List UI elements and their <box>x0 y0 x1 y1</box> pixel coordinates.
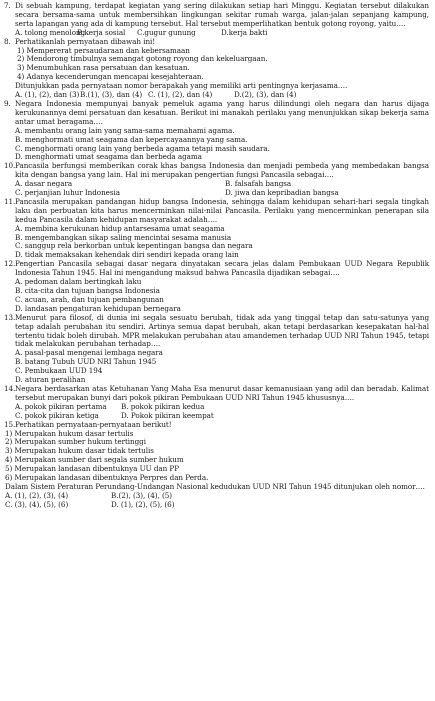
question-number: 9. <box>4 98 11 108</box>
statement-3: 3) Menumbuhkan rasa persatuan dan kesatuan. <box>17 63 190 73</box>
option-c[interactable]: C. (3), (4), (5), (6) <box>5 499 69 509</box>
option-a[interactable]: A. membantu orang lain yang sama-sama memahami agama. <box>15 125 235 135</box>
option-d[interactable]: D. aturan peralihan <box>15 375 86 385</box>
option-b[interactable]: B.(1), (3), dan (4) <box>80 90 143 100</box>
question-12 <box>4 260 429 313</box>
question-text: Perhatikan pernyataan-pernyataan berikut! <box>15 419 172 429</box>
question-number: 12. <box>4 259 16 269</box>
question-text-2: Ditunjukkan pada pernyataan nomor berapakah yang memiliki arti pentingnya kerjasama…. <box>15 81 348 91</box>
option-c[interactable]: C. perjanjian luhur Indonesia <box>15 188 120 198</box>
statement-4: 4) Adanya kecenderungan mencapai kesejahteraan. <box>17 72 204 82</box>
statement-2: 2) Merupakan sumber hukum tertinggi <box>5 437 146 447</box>
statement-1: 1) Merupakan hukum dasar tertulis <box>5 428 134 438</box>
question-10 <box>4 162 429 198</box>
question-text: Pancasila berfungsi memberikan corak khas bangsa Indonesia dan menjadi pembeda yang membedakan bangsa kita dengan bangsa yang lain. Hal ini merupakan pengertian fungsi Pancasila sebagai…. <box>15 161 429 180</box>
question-number: 14. <box>4 383 16 393</box>
option-d[interactable]: D. jiwa dan kepribadian bangsa <box>225 188 339 198</box>
answer-options <box>15 403 429 421</box>
statement-2: 2) Mendorong timbulnya semangat gotong royong dan kekeluargaan. <box>17 54 268 64</box>
option-b[interactable]: B. falsafah bangsa <box>225 179 292 189</box>
answer-options <box>5 492 429 510</box>
question-8 <box>4 38 429 100</box>
statement-6: 6) Merupakan landasan dibentuknya Perpres dan Perda. <box>5 473 209 483</box>
option-d[interactable]: D.kerja bakti <box>221 27 268 37</box>
question-14 <box>4 385 429 421</box>
question-text: Negara Indonesia mempunyai banyak pemeluk agama yang harus dilindungi oleh negara dan harus dijaga kerukunannya demi persatuan dan kesatuan. Berikut ini manakah perilaku yang menunjukkan sikap bekerja sama antar umat beragama…. <box>15 98 429 126</box>
question-13 <box>4 314 429 385</box>
question-text: Negara berdasarkan atas Ketuhanan Yang Maha Esa menurut dasar kemanusiaan yang adil dan beradab. Kalimat tersebut merupakan bunyi dari pokok pikiran Pembukaan UUD NRI Tahun 1945 khususnya…. <box>15 383 429 402</box>
statement-1: 1) Mempererat persaudaraan dan kebersamaan <box>17 45 190 55</box>
question-15 <box>4 421 429 430</box>
option-c[interactable]: C. sanggup rela berkorban untuk kepentingan bangsa dan negara <box>15 241 253 251</box>
option-a[interactable]: A. (1), (2), (3), (4) <box>5 490 69 500</box>
question-number: 11. <box>4 196 16 206</box>
option-d[interactable]: D. Pokok pikiran keempat <box>121 410 214 420</box>
option-a[interactable]: A. pasal-pasal mengenai lembaga negara <box>15 348 163 358</box>
option-d[interactable]: D. (1), (2), (5), (6) <box>111 499 175 509</box>
option-a[interactable]: A. membina kerukunan hidup antarsesama umat seagama <box>15 223 225 233</box>
option-b[interactable]: B. cita-cita dan tujuan bangsa Indonesia <box>15 286 160 295</box>
question-11 <box>4 198 429 260</box>
option-a[interactable]: A. pokok pikiran pertama <box>15 401 107 411</box>
option-c[interactable]: C. menghormati orang lain yang berbeda agama tetapi masih saudara. <box>15 143 270 153</box>
question-text-2: Dalam Sistem Peraturan Perundang-Undangan Nasional kedudukan UUD NRI Tahun 1945 ditunjukan oleh nomor…. <box>5 481 425 491</box>
question-number: 7. <box>4 1 11 10</box>
option-c[interactable]: C. acuan, arah, dan tujuan pembangunan <box>15 294 164 304</box>
option-a[interactable]: A. pedoman dalam bertingkah laku <box>15 277 142 287</box>
option-b[interactable]: B.(2), (3), (4), (5) <box>111 490 172 500</box>
option-b[interactable]: B. pokok pikiran kedua <box>121 401 205 411</box>
option-a[interactable]: A. dasar negara <box>15 179 73 189</box>
option-a[interactable]: A. (1), (2), dan (3) <box>15 90 80 100</box>
option-b[interactable]: B. mengembangkan sikap saling mencintai sesama manusia <box>15 232 232 242</box>
question-text: Di sebuah kampung, terdapat kegiatan yang sering dilakukan setiap hari Minggu. Kegiatan tersebut dilakukan secara bersama-sama untuk membersihkan lingkungan sekitar rumah warga, jalan-jalan sepanjang kampung, serta lapangan yang ada di kampung tersebut. Hal tersebut memperlihatkan bentuk gotong royong, yaitu…. <box>15 1 429 28</box>
question-7 <box>4 2 429 38</box>
worksheet-page <box>4 2 429 510</box>
option-a[interactable]: A. tolong menolong <box>15 27 86 37</box>
statement-5: 5) Merupakan landasan dibentuknya UU dan PP <box>5 464 180 474</box>
option-d[interactable]: D. landasan pengaturan kehidupan bernegara <box>15 303 181 313</box>
question-9 <box>4 100 429 162</box>
option-b[interactable]: B.kerja sosial <box>77 27 126 37</box>
question-number: 8. <box>4 36 11 46</box>
option-d[interactable]: D. tidak memaksakan kehendak diri sendiri kepada orang lain <box>15 250 239 260</box>
option-b[interactable]: B. batang Tubuh UUD NRI Tahun 1945 <box>15 357 157 367</box>
option-b[interactable]: B. menghormati umat seagama dan kepercayaannya yang sama. <box>15 134 248 144</box>
option-c[interactable]: C. (1), (2), dan (4) <box>148 90 213 100</box>
option-d[interactable]: D. menghormati umat seagama dan berbeda agama <box>15 152 202 162</box>
question-number: 10. <box>4 161 16 171</box>
question-text: Pengertian Pancasila sebagai dasar negara dinyatakan secara jelas dalam Pembukaan UUD Negara Republik Indonesia Tahun 1945. Hal ini mengandung maksud bahwa Pancasila dijadikan sebagai…. <box>15 259 429 278</box>
answer-options <box>15 180 429 198</box>
question-text: Pancasila merupakan pandangan hidup bangsa Indonesia, sehingga dalam kehidupan sehari-hari segala tingkah laku dan perbuatan kita harus mencerminkan nilai-nilai Pancasila. Perilaku yang mencerminkan penerapan sila kedua Pancasila dalam kehidupan masyarakat adalah…. <box>15 196 429 224</box>
statement-4: 4) Merupakan sumber dari segala sumber hukum <box>5 455 184 465</box>
option-c[interactable]: C. pokok pikiran ketiga <box>15 410 99 420</box>
question-text: Menurut para filosof, di dunia ini segala sesuatu berubah, tidak ada yang tinggal tetap dan satu-satunya yang tetap adalah perubahan itu sendiri. Artinya semua dapat berubah, akan tetapi berdasarkan kesepakatan hal-hal tertentu tidak boleh dirubah. MPR melakukan perubahan atau amandemen terhadap UUD NRI Tahun 1945, tetapi tidak melakukan perubahan terhadap…. <box>15 312 429 349</box>
statement-3: 3) Merupakan hukum dasar tidak tertulis <box>5 446 154 456</box>
question-number: 13. <box>4 312 16 322</box>
option-c[interactable]: C. Pembukaan UUD 194 <box>15 366 103 376</box>
question-15-statements <box>4 430 429 510</box>
question-number: 15. <box>4 419 16 429</box>
question-text: Perhatikanlah pernyataan dibawah ini! <box>15 36 156 46</box>
option-c[interactable]: C.gugur gunung <box>137 27 196 37</box>
option-d[interactable]: D.(2), (3), dan (4) <box>234 90 297 100</box>
